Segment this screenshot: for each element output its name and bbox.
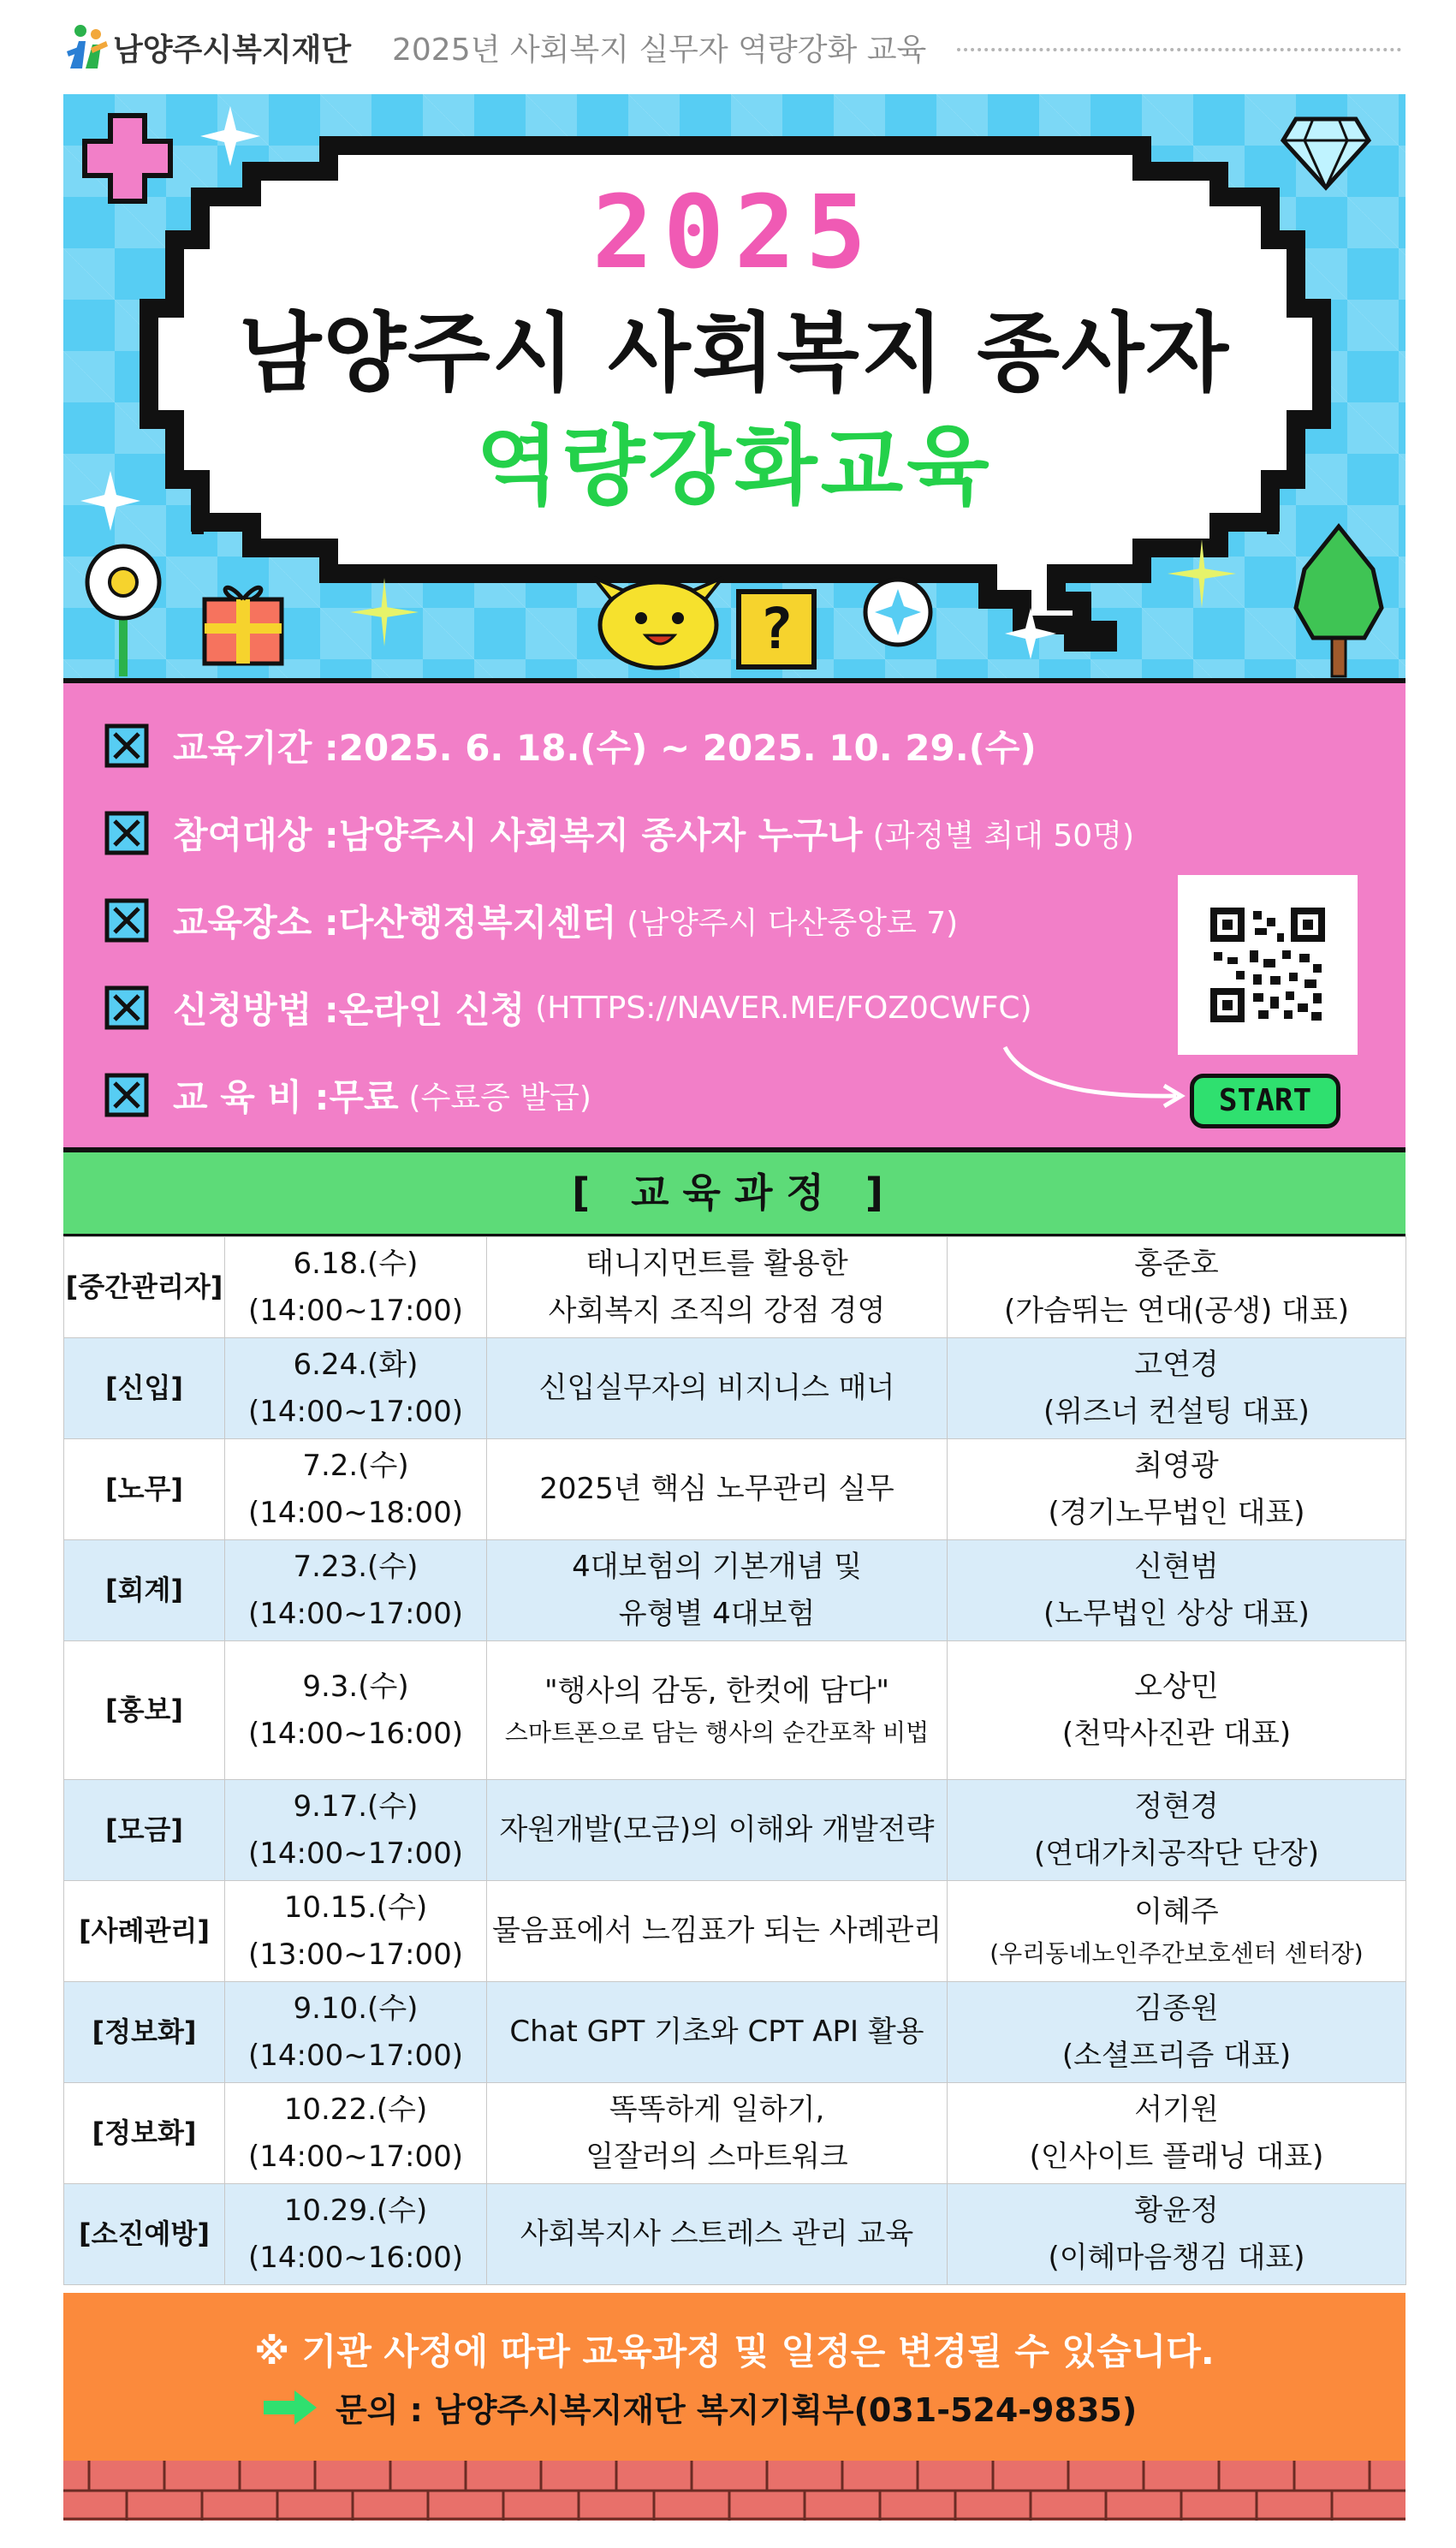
table-row (64, 1982, 1406, 2083)
info-value: 다산행정복지센터 (338, 902, 617, 944)
sparkle-icon (350, 578, 419, 646)
checkbox-x-icon (104, 723, 149, 768)
course-title-line: 자원개발(모금)의 이해와 개발전략 (499, 1813, 935, 1848)
course-title-line: 사회복지 조직의 강점 경영 (548, 1293, 886, 1328)
top-header (0, 0, 1456, 89)
application-link[interactable]: (HTTPS://NAVER.ME/FOZ0CWFC) (535, 990, 1032, 1026)
course-time: (14:00~17:00) (248, 1293, 463, 1328)
info-note: (남양주시 다산중앙로 7) (627, 905, 959, 941)
course-title-line: 4대보험의 기본개념 및 (572, 1550, 862, 1585)
course-day: 6.24.(화) (293, 1348, 419, 1383)
course-instructor (948, 1641, 1406, 1780)
brick-border (63, 2461, 1405, 2521)
hero-subtitle: 역량강화교육 (476, 416, 993, 516)
course-title (487, 2083, 948, 2184)
instructor-affiliation: (소셜프리즘 대표) (1061, 2038, 1292, 2073)
contact-info: 문의 : 남양주시복지재단 복지기획부(031-524-9835) (336, 2391, 1138, 2429)
instructor-name: 오상민 (1134, 1670, 1219, 1705)
course-date (225, 1237, 487, 1338)
course-time: (14:00~16:00) (248, 1716, 463, 1751)
course-date (225, 1338, 487, 1439)
course-title-line: "행사의 감동, 한컷에 담다" (544, 1673, 889, 1708)
course-table (63, 1236, 1406, 2285)
course-time: (14:00~16:00) (248, 2240, 463, 2275)
course-category: [정보화] (64, 1982, 225, 2083)
info-row-fee (104, 1065, 591, 1125)
question-block-icon: ? (736, 589, 817, 670)
instructor-affiliation: (가슴뛰는 연대(공생) 대표) (1003, 1293, 1350, 1328)
checkbox-x-icon (104, 1073, 149, 1117)
course-time: (13:00~17:00) (248, 1937, 463, 1972)
instructor-affiliation: (경기노무법인 대표) (1048, 1495, 1305, 1530)
info-note: (수료증 발급) (408, 1080, 591, 1116)
table-row (64, 1237, 1406, 1338)
course-title-line: 똑똑하게 일하기, (609, 2093, 825, 2128)
course-instructor (948, 1439, 1406, 1540)
table-row (64, 1439, 1406, 1540)
course-day: 10.22.(수) (283, 2093, 428, 2128)
course-title (487, 1780, 948, 1881)
course-date (225, 2083, 487, 2184)
course-instructor (948, 2083, 1406, 2184)
hero-title: 남양주시 사회복지 종사자 (238, 303, 1231, 403)
contact-line (262, 2384, 1137, 2431)
info-row-place (104, 890, 958, 950)
course-time: (14:00~17:00) (248, 2038, 463, 2073)
instructor-name: 홍준호 (1134, 1247, 1219, 1282)
course-title (487, 2184, 948, 2285)
star-badge-icon (859, 574, 936, 651)
qr-code[interactable] (1178, 875, 1358, 1055)
instructor-name: 최영광 (1134, 1449, 1219, 1484)
course-category: [중간관리자] (64, 1237, 225, 1338)
course-title (487, 1982, 948, 2083)
instructor-affiliation: (인사이트 플래닝 대표) (1029, 2139, 1324, 2174)
curved-arrow-icon (996, 1043, 1193, 1111)
course-day: 10.29.(수) (283, 2194, 428, 2229)
info-note: (과정별 최대 50명) (872, 818, 1135, 854)
instructor-affiliation: (연대가치공작단 단장) (1034, 1836, 1319, 1871)
instructor-name: 서기원 (1134, 2093, 1219, 2128)
instructor-affiliation: (이혜마음챙김 대표) (1048, 2240, 1305, 2275)
course-instructor (948, 1338, 1406, 1439)
course-title-line: 유형별 4대보험 (618, 1596, 816, 1631)
course-title-line: 사회복지사 스트레스 관리 교육 (520, 2217, 914, 2252)
course-heading: [ 교육과정 ] (63, 1152, 1405, 1236)
org-name: 남양주시복지재단 (113, 33, 352, 68)
course-title (487, 1338, 948, 1439)
course-day: 6.18.(수) (293, 1247, 419, 1282)
course-instructor (948, 2184, 1406, 2285)
header-title: 2025년 사회복지 실무자 역량강화 교육 (392, 33, 927, 68)
info-value: 남양주시 사회복지 종사자 누구나 (338, 814, 863, 856)
instructor-name: 황윤정 (1134, 2194, 1219, 2229)
course-day: 7.2.(수) (302, 1449, 409, 1484)
table-row (64, 1338, 1406, 1439)
course-instructor (948, 1881, 1406, 1982)
start-button[interactable]: START (1190, 1074, 1340, 1128)
course-time: (14:00~17:00) (248, 2139, 463, 2174)
info-label: 교육기간 : (173, 727, 339, 769)
course-day: 9.17.(수) (293, 1789, 419, 1825)
course-day: 9.10.(수) (293, 1991, 419, 2027)
sparkle-icon (1168, 539, 1236, 608)
tree-icon (1287, 522, 1390, 678)
course-category: [정보화] (64, 2083, 225, 2184)
checkbox-x-icon (104, 985, 149, 1030)
course-title (487, 1881, 948, 1982)
sparkle-icon (1005, 608, 1056, 659)
table-row (64, 2184, 1406, 2285)
course-day: 10.15.(수) (283, 1890, 428, 1926)
instructor-name: 김종원 (1134, 1991, 1219, 2027)
schedule-change-notice: ※ 기관 사정에 따라 교육과정 및 일정은 변경될 수 있습니다. (254, 2331, 1215, 2372)
instructor-name: 이혜주 (1134, 1894, 1219, 1929)
course-time: (14:00~17:00) (248, 1394, 463, 1429)
info-value: 2025. 6. 18.(수) ~ 2025. 10. 29.(수) (338, 727, 1037, 769)
table-row (64, 1881, 1406, 1982)
info-label: 교육장소 : (173, 902, 339, 944)
course-category: [사례관리] (64, 1881, 225, 1982)
course-title-line: Chat GPT 기초와 CPT API 활용 (509, 2015, 924, 2050)
course-title-line: 신입실무자의 비지니스 매너 (538, 1371, 895, 1406)
instructor-affiliation: (위즈너 컨설팅 대표) (1043, 1394, 1310, 1429)
course-instructor (948, 1237, 1406, 1338)
course-time: (14:00~18:00) (248, 1495, 463, 1530)
table-row (64, 1641, 1406, 1780)
course-title-line: 스마트폰으로 담는 행사의 순간포착 비법 (504, 1718, 930, 1747)
checkbox-x-icon (104, 811, 149, 855)
instructor-affiliation: (우리동네노인주간보호센터 센터장) (989, 1939, 1364, 1968)
course-title-line: 태니지먼트를 활용한 (585, 1247, 848, 1282)
sparkle-icon (200, 106, 260, 166)
course-instructor (948, 1540, 1406, 1641)
instructor-name: 신현범 (1134, 1550, 1219, 1585)
info-value: 온라인 신청 (338, 989, 526, 1031)
course-date (225, 1540, 487, 1641)
course-title-line: 2025년 핵심 노무관리 실무 (539, 1472, 894, 1507)
course-title (487, 1641, 948, 1780)
green-arrow-icon (262, 2389, 318, 2426)
course-date (225, 1982, 487, 2083)
course-instructor (948, 1780, 1406, 1881)
course-category: [노무] (64, 1439, 225, 1540)
course-time: (14:00~17:00) (248, 1836, 463, 1871)
info-label: 신청방법 : (173, 989, 339, 1031)
info-row-target (104, 803, 1134, 863)
course-date (225, 1881, 487, 1982)
course-category: [신입] (64, 1338, 225, 1439)
info-section (63, 678, 1405, 1152)
course-title (487, 1237, 948, 1338)
header-divider (957, 48, 1401, 51)
info-value: 무료 (329, 1076, 399, 1118)
info-label: 참여대상 : (173, 814, 339, 856)
course-category: [소진예방] (64, 2184, 225, 2285)
course-day: 9.3.(수) (302, 1670, 409, 1705)
footer-notice (63, 2293, 1405, 2461)
pixel-flower-icon (80, 539, 166, 676)
course-time: (14:00~17:00) (248, 1596, 463, 1631)
hero-year: 2025 (591, 173, 877, 291)
instructor-name: 고연경 (1134, 1348, 1219, 1383)
qr-code-icon (1210, 908, 1325, 1022)
character-icon (577, 574, 731, 676)
gift-icon (200, 574, 286, 668)
info-row-period (104, 716, 1037, 776)
checkbox-x-icon (104, 898, 149, 943)
course-date (225, 2184, 487, 2285)
course-category: [회계] (64, 1540, 225, 1641)
table-row (64, 1780, 1406, 1881)
course-title-line: 물음표에서 느낌표가 되는 사례관리 (491, 1914, 942, 1949)
table-row (64, 1540, 1406, 1641)
foundation-logo-icon (65, 22, 110, 70)
instructor-name: 정현경 (1134, 1789, 1219, 1825)
course-date (225, 1780, 487, 1881)
course-date (225, 1439, 487, 1540)
instructor-affiliation: (천막사진관 대표) (1061, 1716, 1292, 1751)
course-title (487, 1439, 948, 1540)
instructor-affiliation: (노무법인 상상 대표) (1043, 1596, 1310, 1631)
course-instructor (948, 1982, 1406, 2083)
course-day: 7.23.(수) (293, 1550, 419, 1585)
course-date (225, 1641, 487, 1780)
hero-banner (63, 94, 1405, 678)
info-row-method (104, 978, 1032, 1038)
info-label: 교 육 비 : (173, 1076, 330, 1118)
course-title (487, 1540, 948, 1641)
course-category: [홍보] (64, 1641, 225, 1780)
table-row (64, 2083, 1406, 2184)
course-category: [모금] (64, 1780, 225, 1881)
course-title-line: 일잘러의 스마트워크 (585, 2139, 848, 2174)
